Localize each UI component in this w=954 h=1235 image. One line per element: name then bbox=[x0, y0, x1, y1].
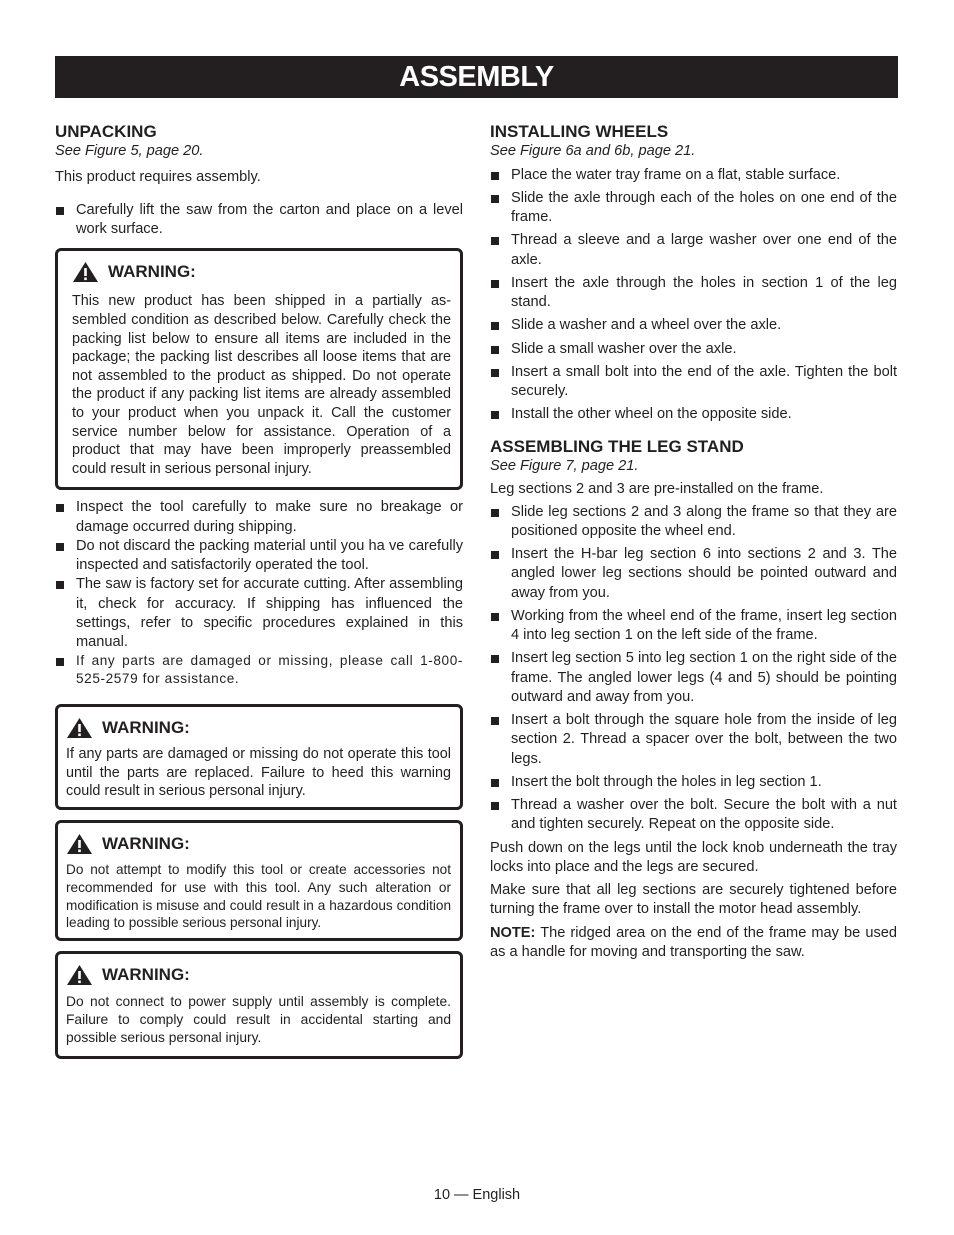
warning-text: If any parts are damaged or missing do not operate this tool until the parts are replaced. Failure to heed this warning could result in serious personal injury. bbox=[66, 746, 451, 800]
unpacking-figure-ref: See Figure 5, page 20. bbox=[55, 143, 204, 160]
warning-triangle-icon bbox=[66, 717, 93, 739]
list-item: Thread a washer over the bolt. Secure the bolt with a nut and tighten securely. Repeat on the opposite side. bbox=[490, 796, 897, 835]
warning-text: Do not attempt to modify this tool or create accessories not recommended for use with this tool. Any such alteration or modification is misuse and could result in a hazardous condition leading to possible serious personal injury. bbox=[66, 861, 451, 931]
warning-header bbox=[72, 261, 451, 283]
list-item: Slide the axle through each of the holes on one end of the frame. bbox=[490, 189, 897, 228]
list-item: The saw is factory set for accurate cutting. After assembling it, check for accuracy. If shipping has influenced the settings, refer to specific procedures explained in this manual. bbox=[55, 575, 463, 652]
leg-stand-para-lock: Push down on the legs until the lock knob underneath the tray locks into place and the legs are secured. bbox=[490, 839, 897, 875]
warning-label: WARNING: bbox=[102, 718, 190, 738]
warning-label: WARNING: bbox=[108, 262, 196, 282]
list-item: Do not discard the packing material until you ha ve carefully inspected and satisfactorily operated the tool. bbox=[55, 537, 463, 576]
list-item: Thread a sleeve and a large washer over one end of the axle. bbox=[490, 231, 897, 270]
warning-text: Do not connect to power supply until assembly is complete. Failure to comply could result in accidental starting and possible serious personal injury. bbox=[66, 994, 451, 1046]
warning-header bbox=[66, 833, 451, 855]
list-item: Slide a washer and a wheel over the axle. bbox=[490, 316, 897, 335]
list-item: If any parts are damaged or missing, please call 1-800-525-2579 for assistance. bbox=[55, 652, 463, 688]
unpacking-list-1 bbox=[55, 201, 463, 240]
warning-triangle-icon bbox=[66, 833, 93, 855]
installing-wheels-heading: INSTALLING WHEELS bbox=[490, 122, 669, 141]
list-item: Working from the wheel end of the frame, insert leg section 4 into leg section 1 on the left side of the frame. bbox=[490, 607, 897, 646]
list-item: Insert leg section 5 into leg section 1 on the right side of the frame. The angled lower legs (4 and 5) should be pointing outward and away from you. bbox=[490, 649, 897, 707]
leg-stand-figure-ref: See Figure 7, page 21. bbox=[490, 458, 639, 475]
warning-header bbox=[66, 717, 451, 739]
list-item: Slide a small washer over the axle. bbox=[490, 340, 897, 359]
list-item: Insert the axle through the holes in section 1 of the leg stand. bbox=[490, 274, 897, 313]
leg-stand-intro: Leg sections 2 and 3 are pre-installed on the frame. bbox=[490, 481, 824, 498]
list-item: Place the water tray frame on a flat, stable surface. bbox=[490, 166, 897, 185]
list-item: Install the other wheel on the opposite side. bbox=[490, 405, 897, 424]
warning-label: WARNING: bbox=[102, 965, 190, 985]
wheels-list bbox=[490, 166, 897, 425]
page-footer: 10 — English bbox=[433, 1187, 521, 1203]
leg-stand-list bbox=[490, 503, 897, 835]
warning-box-modification bbox=[55, 820, 463, 941]
leg-stand-note bbox=[490, 924, 897, 963]
list-item: Insert a small bolt into the end of the axle. Tighten the bolt securely. bbox=[490, 363, 897, 402]
page-title: ASSEMBLY bbox=[55, 56, 898, 98]
warning-box-packing bbox=[55, 248, 463, 490]
list-item: Insert a bolt through the square hole from the inside of leg section 2. Thread a spacer over the bolt, between the two legs. bbox=[490, 711, 897, 769]
unpacking-intro: This product requires assembly. bbox=[55, 168, 261, 185]
leg-stand-heading: ASSEMBLING THE LEG STAND bbox=[490, 436, 744, 456]
warning-label: WARNING: bbox=[102, 833, 190, 853]
left-column bbox=[55, 122, 463, 1059]
warning-box-power bbox=[55, 951, 463, 1059]
warning-triangle-icon bbox=[66, 964, 93, 986]
unpacking-list-2 bbox=[55, 498, 463, 688]
note-label: NOTE: bbox=[490, 924, 536, 941]
leg-stand-para-tighten: Make sure that all leg sections are securely tightened before turning the frame over to install the motor head assembly. bbox=[490, 882, 897, 918]
list-item: Insert the bolt through the holes in leg section 1. bbox=[490, 773, 897, 792]
wheels-figure-ref: See Figure 6a and 6b, page 21. bbox=[490, 143, 696, 160]
list-item: Slide leg sections 2 and 3 along the frame so that they are positioned opposite the wheel end. bbox=[490, 503, 897, 542]
list-item: Inspect the tool carefully to make sure no breakage or damage occurred during shipping. bbox=[55, 498, 463, 537]
note-text: The ridged area on the end of the frame may be used as a handle for moving and transporting the saw. bbox=[490, 924, 897, 960]
warning-box-damaged-parts bbox=[55, 704, 463, 810]
right-column bbox=[490, 122, 897, 962]
warning-header bbox=[66, 964, 451, 986]
unpacking-heading: UNPACKING bbox=[55, 122, 157, 141]
warning-text: This new product has been shipped in a partially assembled condition as described below. Carefully check the packing list below to ensure all items are included in the package; the packing list describes all loose items that are not assembled to the product as shipped. Do not operate the product if any packing list items are already assembled to your product when you unpack it. Call the customer service number below for assistance. Operation of a product that may have been improperly preassembled could result in serious personal injury. bbox=[72, 293, 451, 477]
list-item: Carefully lift the saw from the carton and place on a level work surface. bbox=[55, 201, 463, 240]
warning-triangle-icon bbox=[72, 261, 99, 283]
list-item: Insert the H-bar leg section 6 into sections 2 and 3. The angled lower leg sections should be pointed outward and away from you. bbox=[490, 545, 897, 603]
